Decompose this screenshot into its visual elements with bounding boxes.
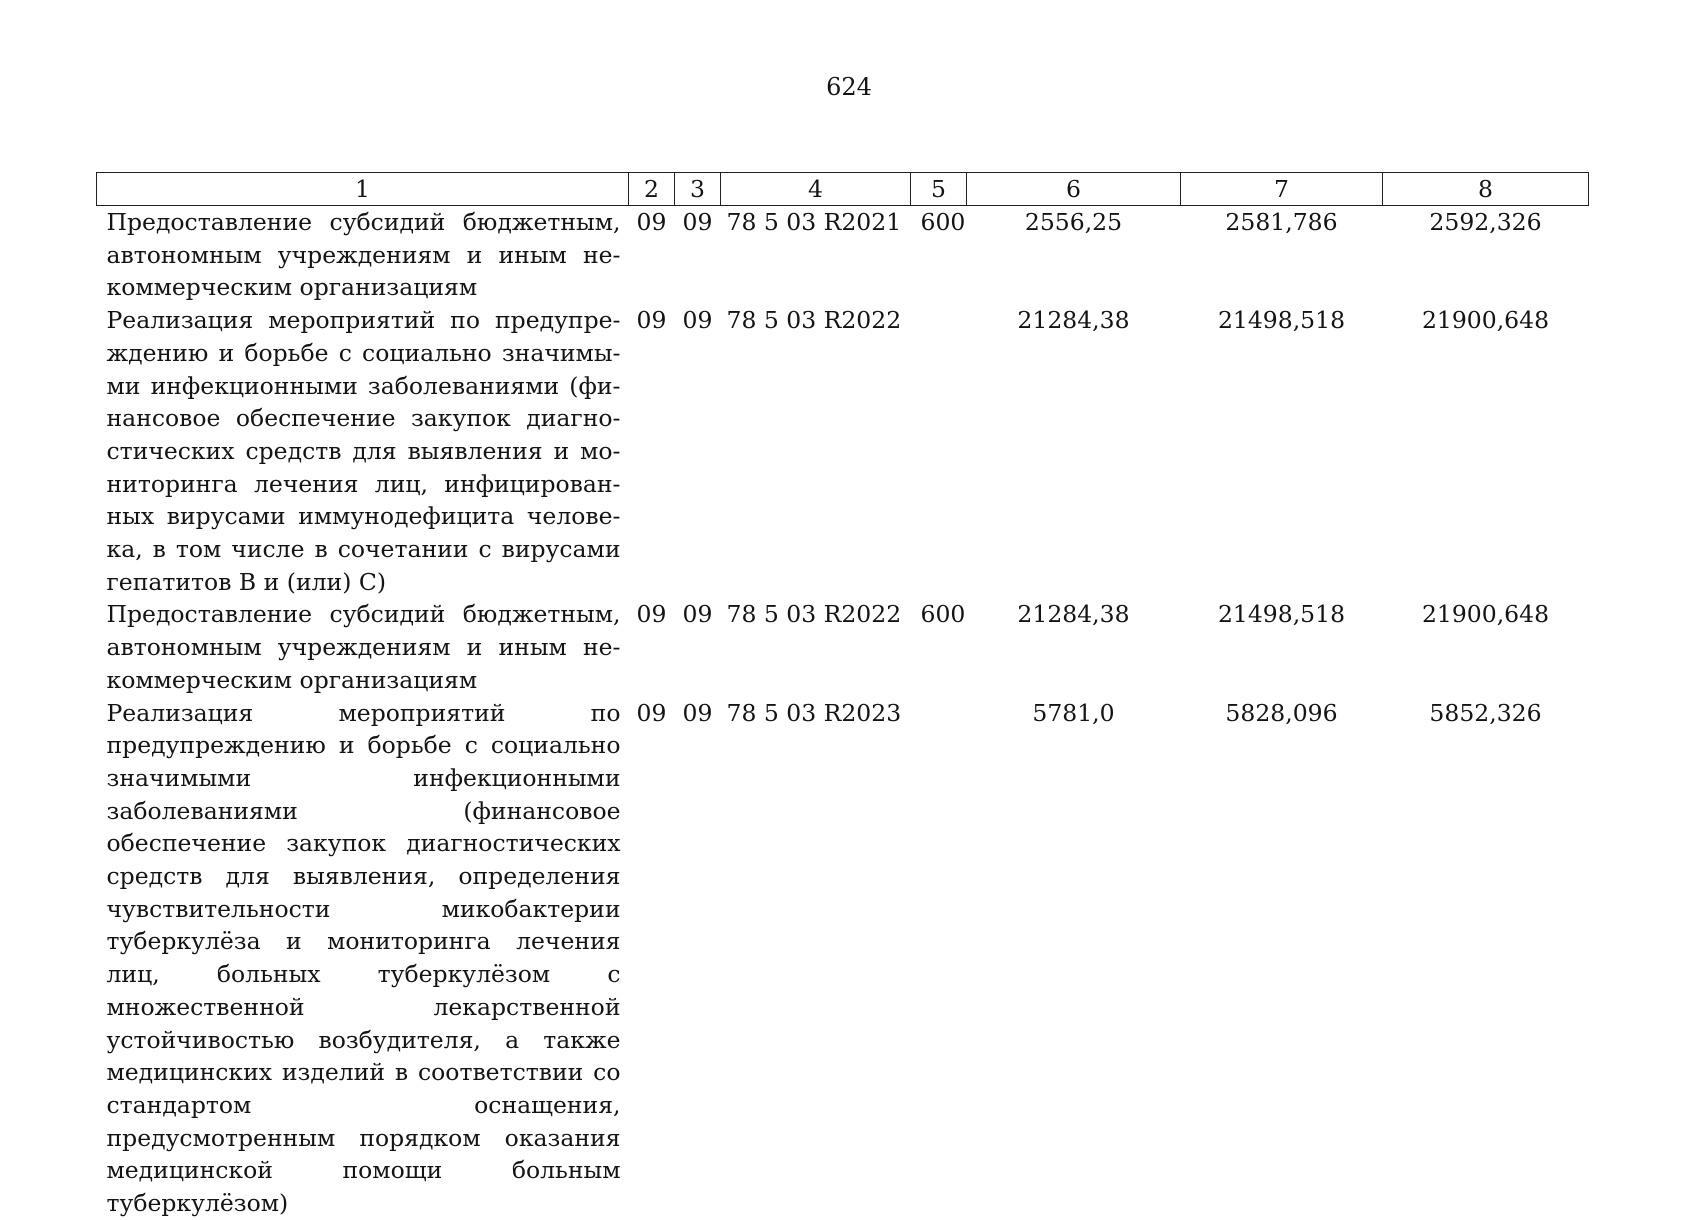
row-subsection: 09 — [682, 600, 713, 629]
row-amount-1: 5781,0 — [1032, 698, 1115, 727]
row-expense-type — [911, 304, 967, 598]
row-amount-1: 21284,38 — [1017, 306, 1130, 335]
row-amount-3: 5852,326 — [1429, 698, 1542, 727]
table-row — [97, 598, 1589, 696]
row-target-code: 78 5 03 R2021 — [726, 208, 902, 236]
table-body — [97, 206, 1589, 1220]
row-amount-2: 5828,096 — [1225, 698, 1338, 727]
row-target-code: 78 5 03 R2023 — [726, 698, 902, 727]
row-amount-1: 21284,38 — [1017, 600, 1130, 629]
row-amount-2: 21498,518 — [1217, 306, 1346, 335]
row-amount-2: 21498,518 — [1217, 600, 1346, 629]
header-col-4: 4 — [721, 173, 911, 206]
header-col-7: 7 — [1181, 173, 1383, 206]
header-col-2: 2 — [629, 173, 675, 206]
row-amount-3: 2592,326 — [1429, 208, 1542, 236]
row-target-code: 78 5 03 R2022 — [726, 306, 902, 335]
row-subsection: 09 — [682, 698, 713, 727]
header-col-6: 6 — [967, 173, 1181, 206]
row-section: 09 — [636, 698, 667, 727]
row-name: Реализация мероприятий по предупреждению и борьбе с социально значимыми инфекционными заболеваниями (финансовое обеспечение закупок диагностических средств для выявления и мониторинга лечения лиц, инфицированных вирусами иммунодефицита человека, в том числе в сочетании с вирусами гепатитов В и (или) С) — [106, 306, 621, 596]
row-subsection: 09 — [682, 208, 713, 236]
row-amount-1: 2556,25 — [1024, 208, 1123, 236]
header-row — [97, 173, 1589, 206]
row-amount-3: 21900,648 — [1421, 600, 1550, 629]
row-expense-type: 600 — [920, 600, 966, 629]
row-subsection: 09 — [682, 306, 713, 335]
row-name: Предоставление субсидий бюджетным, автономным учреждениям и иным некоммерческим организациям — [106, 600, 621, 694]
table-row — [97, 304, 1589, 598]
row-amount-3: 21900,648 — [1421, 306, 1550, 335]
row-expense-type: 600 — [920, 208, 966, 236]
row-name: Реализация мероприятий по предупреждению и борьбе с социально значимыми инфекционными заболеваниями (финансовое обеспечение закупок диагностических средств для выявления, определения чувствительности микобактерии туберкулёза и мониторинга лечения лиц, больных туберкулёзом с множественной лекарственной устойчивостью возбудителя, а также медицинских изделий в соответствии со стандартом оснащения, предусмотренным порядком оказания медицинской помощи больным туберкулёзом) — [106, 698, 621, 1218]
row-amount-2: 2581,786 — [1225, 208, 1338, 236]
page-number: 624 — [826, 73, 872, 101]
header-col-1: 1 — [97, 173, 629, 206]
row-name: Предоставление субсидий бюджетным, автономным учреждениям и иным некоммерческим организациям — [106, 208, 621, 302]
table-row — [97, 206, 1589, 305]
budget-table — [96, 172, 1589, 1220]
header-col-5: 5 — [911, 173, 967, 206]
row-target-code: 78 5 03 R2022 — [726, 600, 902, 629]
row-section: 09 — [636, 306, 667, 335]
row-section: 09 — [636, 600, 667, 629]
table-row — [97, 697, 1589, 1220]
table-header — [97, 173, 1589, 206]
header-col-8: 8 — [1383, 173, 1589, 206]
row-section: 09 — [636, 208, 667, 236]
row-expense-type — [911, 697, 967, 1220]
header-col-3: 3 — [675, 173, 721, 206]
